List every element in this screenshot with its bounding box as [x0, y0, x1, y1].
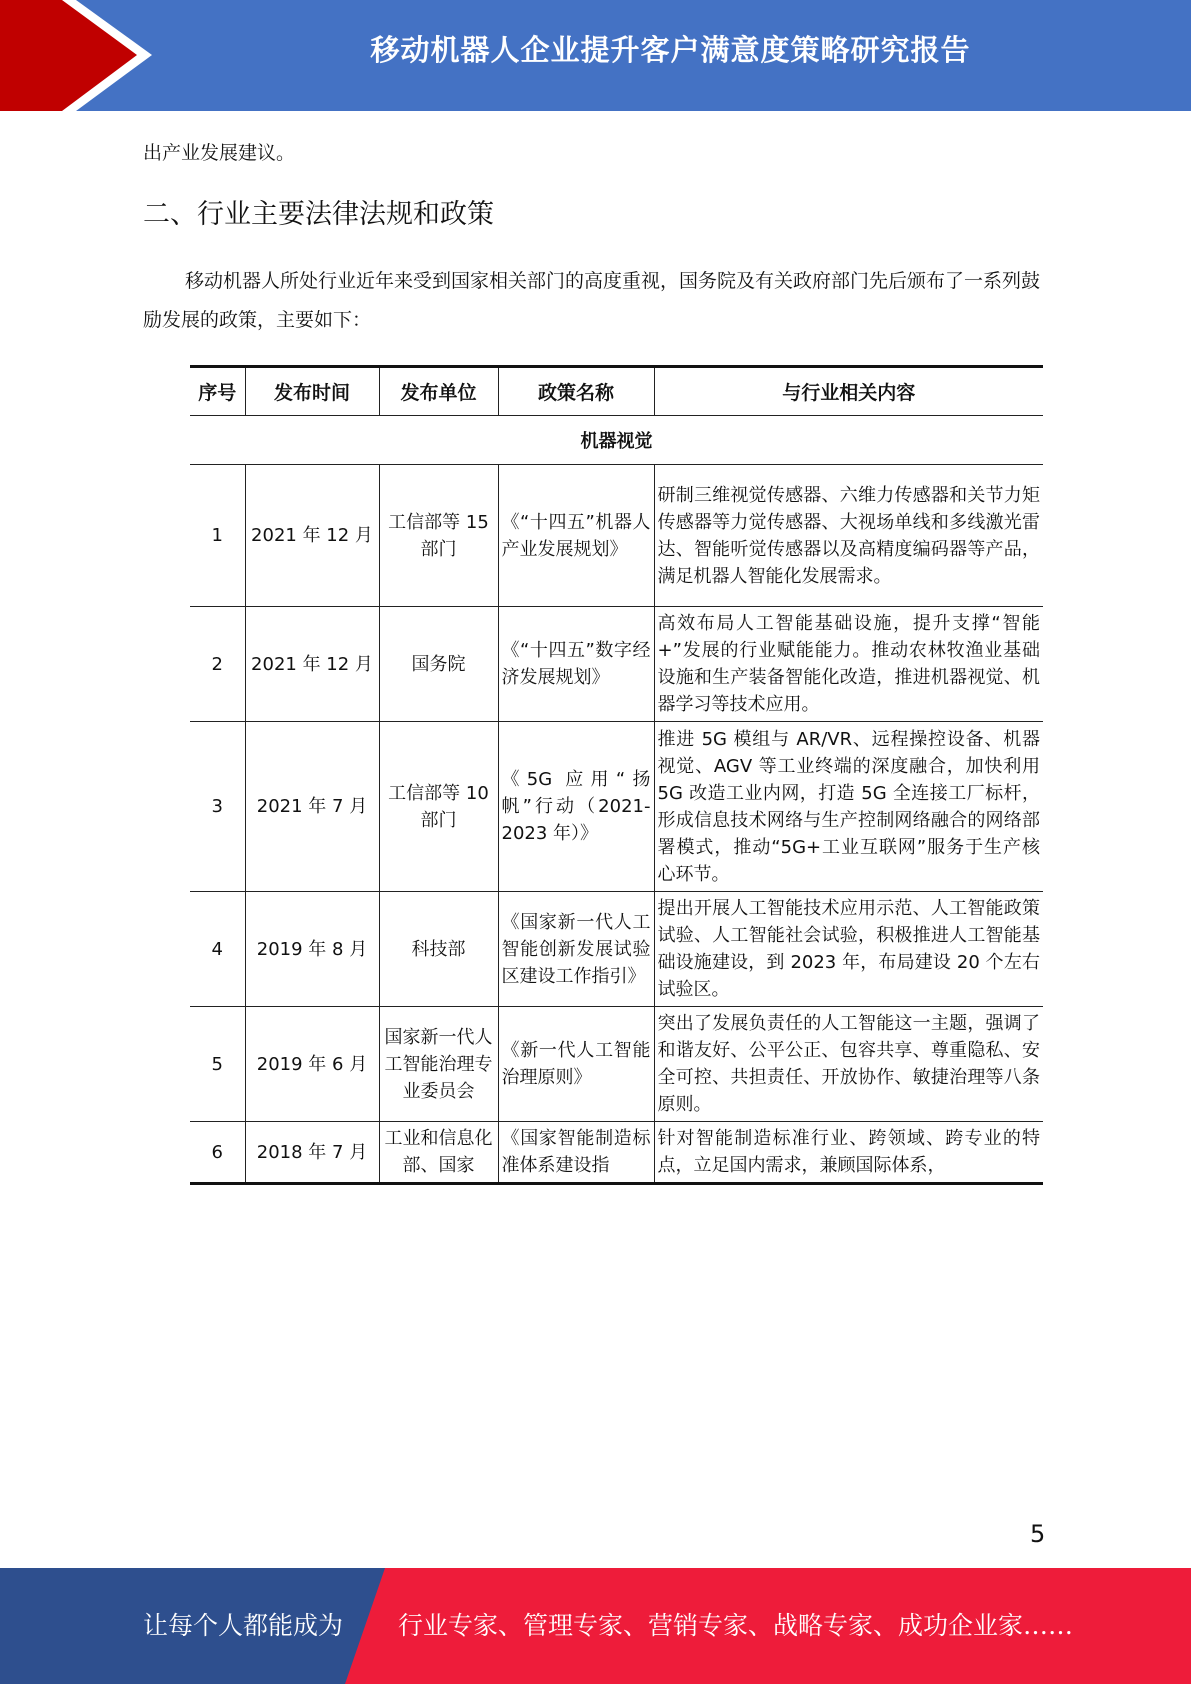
cell-number: 2 — [190, 607, 245, 722]
table-header-row — [190, 367, 1043, 416]
cell-policy: 《“十四五”数字经济发展规划》 — [498, 607, 654, 722]
intro-text-tail: 出产业发展建议。 — [143, 142, 296, 164]
header-cell-policy: 政策名称 — [498, 367, 654, 416]
cell-policy: 《5G 应用“扬帆”行动（2021-2023 年）》 — [498, 722, 654, 892]
report-title: 移动机器人企业提升客户满意度策略研究报告 — [370, 33, 971, 67]
page-header — [0, 0, 1191, 111]
intro-paragraph: 移动机器人所处行业近年来受到国家相关部门的高度重视，国务院及有关政府部门先后颁布了一系列鼓励发展的政策，主要如下： — [143, 270, 1041, 331]
cell-content: 研制三维视觉传感器、六维力传感器和关节力矩传感器等力觉传感器、大视场单线和多线激光雷达、智能听觉传感器以及高精度编码器等产品，满足机器人智能化发展需求。 — [654, 465, 1043, 607]
cell-number: 4 — [190, 892, 245, 1007]
table-row — [190, 1122, 1043, 1184]
header-cell-number: 序号 — [190, 367, 245, 416]
table-category-row — [190, 416, 1043, 465]
cell-date: 2021 年 12 月 — [245, 465, 379, 607]
cell-content: 突出了发展负责任的人工智能这一主题，强调了和谐友好、公平公正、包容共享、尊重隐私、安全可控、共担责任、开放协作、敏捷治理等八条原则。 — [654, 1007, 1043, 1122]
table-row — [190, 1007, 1043, 1122]
section-heading: 二、行业主要法律法规和政策 — [143, 199, 494, 230]
cell-dept: 工业和信息化部、国家 — [379, 1122, 498, 1184]
cell-content: 高效布局人工智能基础设施，提升支撑“智能+”发展的行业赋能能力。推动农林牧渔业基础设施和生产装备智能化改造，推进机器视觉、机器学习等技术应用。 — [654, 607, 1043, 722]
cell-date: 2018 年 7 月 — [245, 1122, 379, 1184]
cell-number: 3 — [190, 722, 245, 892]
table-row — [190, 722, 1043, 892]
cell-policy: 《国家智能制造标准体系建设指 — [498, 1122, 654, 1184]
cell-content: 提出开展人工智能技术应用示范、人工智能政策试验、人工智能社会试验，积极推进人工智能基础设施建设，到 2023 年，布局建设 20 个左右试验区。 — [654, 892, 1043, 1007]
cell-policy: 《“十四五”机器人产业发展规划》 — [498, 465, 654, 607]
cell-dept: 科技部 — [379, 892, 498, 1007]
cell-policy: 《新一代人工智能治理原则》 — [498, 1007, 654, 1122]
header-cell-date: 发布时间 — [245, 367, 379, 416]
cell-number: 6 — [190, 1122, 245, 1184]
cell-date: 2019 年 8 月 — [245, 892, 379, 1007]
policy-table — [190, 365, 1043, 1185]
cell-dept: 工信部等 15 部门 — [379, 465, 498, 607]
cell-date: 2021 年 12 月 — [245, 607, 379, 722]
cell-content: 推进 5G 模组与 AR/VR、远程操控设备、机器视觉、AGV 等工业终端的深度融合，加快利用 5G 改造工业内网，打造 5G 全连接工厂标杆，形成信息技术网络与生产控制网络融合的网络部署模式，推动“5G+工业互联网”服务于生产核心环节。 — [654, 722, 1043, 892]
cell-content: 针对智能制造标准行业、跨领域、跨专业的特点，立足国内需求，兼顾国际体系， — [654, 1122, 1043, 1184]
cell-number: 1 — [190, 465, 245, 607]
footer-slogan-right: 行业专家、管理专家、营销专家、战略专家、成功企业家…… — [398, 1611, 1074, 1640]
cell-date: 2021 年 7 月 — [245, 722, 379, 892]
table-row — [190, 607, 1043, 722]
cell-dept: 国家新一代人工智能治理专业委员会 — [379, 1007, 498, 1122]
page-number: 5 — [1030, 1520, 1046, 1548]
header-red-arrow-decoration — [0, 0, 150, 111]
header-cell-content: 与行业相关内容 — [654, 367, 1043, 416]
cell-dept: 国务院 — [379, 607, 498, 722]
cell-dept: 工信部等 10 部门 — [379, 722, 498, 892]
cell-date: 2019 年 6 月 — [245, 1007, 379, 1122]
table-row — [190, 465, 1043, 607]
cell-number: 5 — [190, 1007, 245, 1122]
header-cell-dept: 发布单位 — [379, 367, 498, 416]
page-footer — [0, 1568, 1191, 1684]
table-row — [190, 892, 1043, 1007]
footer-slogan-left: 让每个人都能成为 — [143, 1611, 344, 1640]
cell-policy: 《国家新一代人工智能创新发展试验区建设工作指引》 — [498, 892, 654, 1007]
category-label: 机器视觉 — [580, 431, 653, 452]
